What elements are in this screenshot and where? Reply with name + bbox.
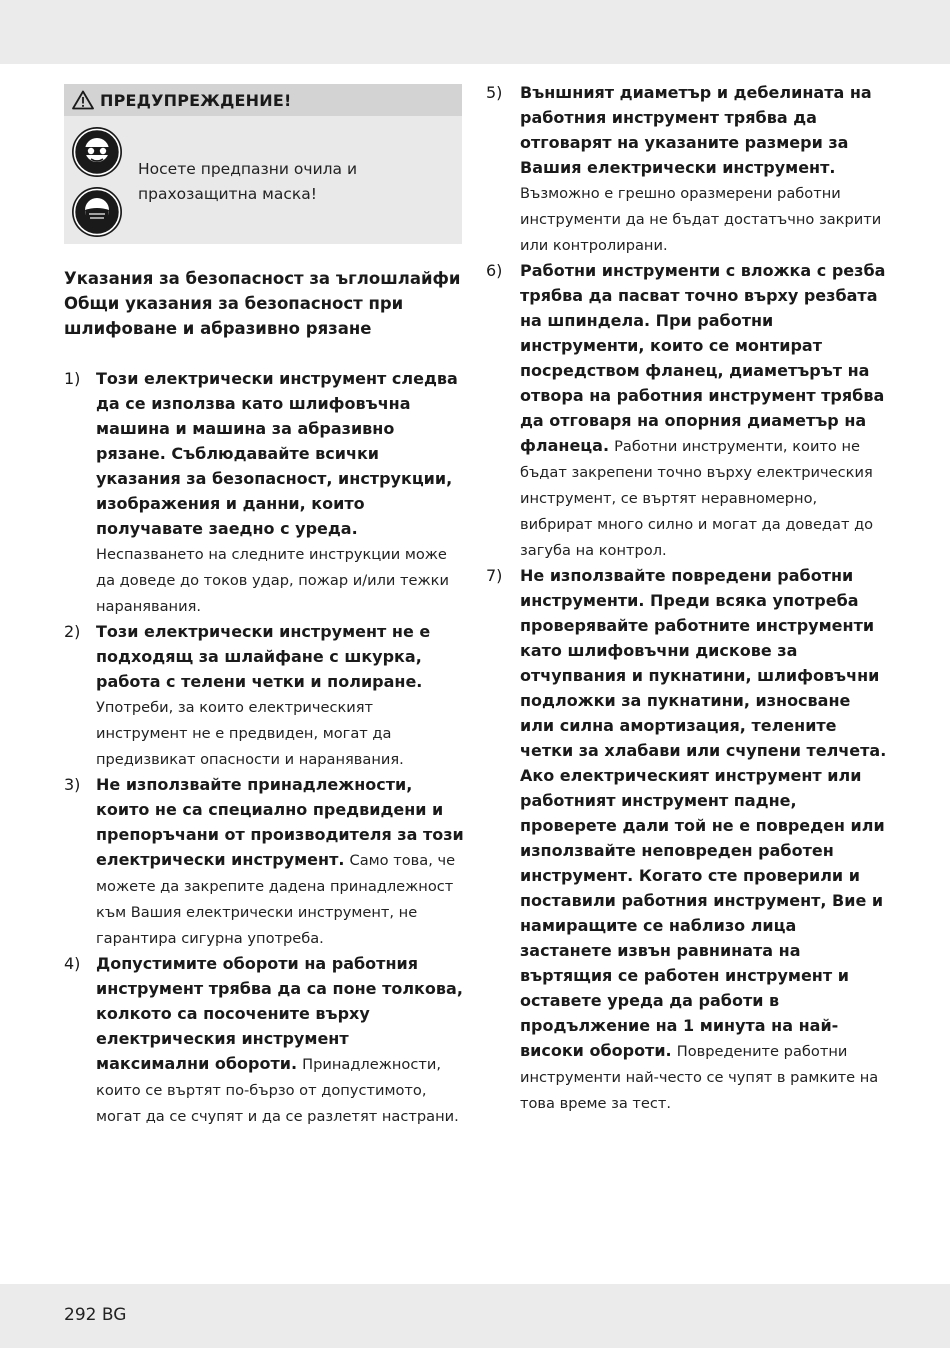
warning-header — [64, 84, 462, 116]
safety-goggles-icon — [71, 126, 123, 178]
top-band — [0, 0, 950, 64]
dust-mask-icon — [71, 186, 123, 238]
warning-box — [64, 84, 462, 244]
list-item: 7) Не използвайте повредени работни инструменти. Преди всяка употреба проверявайте работните инструменти като шлифовъчни дискове за отчупвания и пукнатини, шлифовъчни подложки за пукнатини, износване или силна амортизация, телените четки за хлабави или счупени телчета. Ако електрическият инструмент или работният инструмент падне, проверете дали той не е повреден или използвайте неповреден работен инструмент. Когато сте проверили и поставили работния инструмент, Вие и намиращите се наблизо лица застанете извън равнината на въртящия се работен инструмент и оставете уреда да работи в продължение на 1 минута на най-високи обороти. Повредените работни инструменти най-често се чупят в рамките на това време за тест. — [486, 566, 887, 1112]
warning-text: Носете предпазни очила и прахозащитна маска! — [138, 160, 358, 203]
left-column-list — [64, 366, 464, 1129]
heading-angle-grinder: Указания за безопасност за ъглошлайфи — [64, 269, 461, 288]
warning-triangle-icon — [72, 90, 94, 110]
bottom-band — [0, 1284, 950, 1348]
list-item: 6) Работни инструменти с вложка с резба трябва да пасват точно върху резбата на шпиндела. При работни инструменти, които се монтират посредством фланец, диаметърът на отвора на работния инструмент трябва да отговаря на опорния диаметър на фланеца. Работни инструменти, които не бъдат закрепени точно върху електрическия инструмент, се въртят неравномерно, вибрират много силно и могат да доведат до загуба на контрол. — [486, 261, 886, 559]
right-column-list — [486, 80, 888, 1116]
list-item: 3) Не използвайте принадлежности, които не са специално предвидени и препоръчани от производителя за този електрически инструмент. Само това, че можете да закрепите дадена принадлежност към Вашия електрически инструмент, не гарантира сигурна употреба. — [64, 775, 464, 947]
list-item: 2) Този електрически инструмент не е подходящ за шлайфане с шкурка, работа с телени четки и полиране. Употреби, за които електрическият инструмент не е предвиден, могат да предизвикат опасности и наранявания. — [64, 622, 431, 768]
list-item: 1) Този електрически инструмент следва да се използва като шлифовъчна машина и машина за абразивно рязане. Съблюдавайте всички указания за безопасност, инструкции, изображения и данни, които получавате заедно с уреда. Неспазването на следните инструкции може да доведе до токов удар, пожар и/или тежки наранявания. — [64, 369, 458, 615]
page-number: 292 BG — [64, 1305, 127, 1325]
section-heading — [64, 266, 464, 341]
list-item: 5) Външният диаметър и дебелината на работния инструмент трябва да отговарят на указаните размери за Вашия електрически инструмент. Възможно е грешно оразмерени работни инструменти да не бъдат достатъчно закрити или контролирани. — [486, 83, 882, 254]
list-item: 4) Допустимите обороти на работния инструмент трябва да са поне толкова, колкото са посочените върху електрическия инструмент максимални обороти. Принадлежности, които се въртят по-бързо от допустимото, могат да се счупят и да се разлетят настрани. — [64, 954, 463, 1125]
warning-title: ПРЕДУПРЕЖДЕНИЕ! — [100, 90, 292, 110]
heading-grinding-cutting: Общи указания за безопасност при шлифоване и абразивно рязане — [64, 294, 404, 338]
